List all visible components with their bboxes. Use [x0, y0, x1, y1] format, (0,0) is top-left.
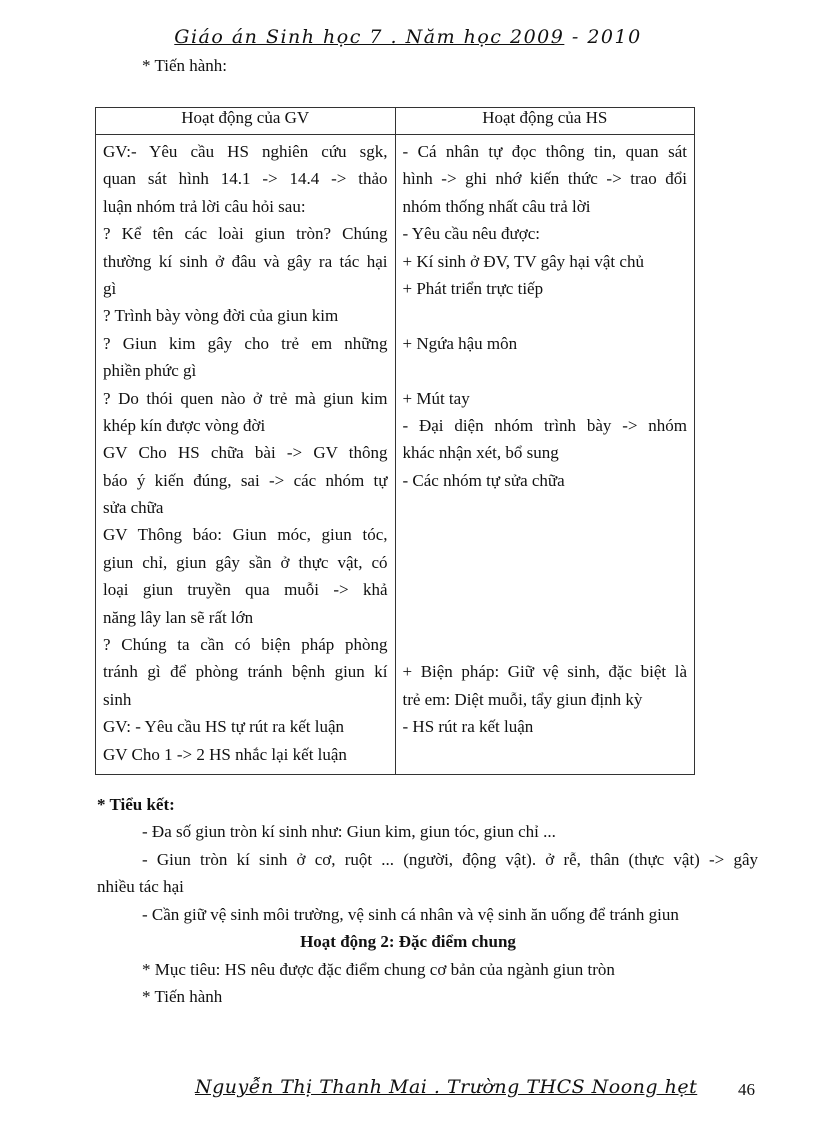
teacher-activity-line: GV:- Yêu cầu HS nghiên cứu sgk, — [103, 142, 388, 161]
teacher-activity-line: ? Do thói quen nào ở trẻ mà giun kim — [103, 388, 388, 408]
table-header-row — [96, 108, 695, 135]
teacher-activity-line: GV: - Yêu cầu HS tự rút ra kết luận — [103, 717, 345, 737]
activity-2-title: Hoạt động 2: Đặc điểm chung — [300, 932, 516, 951]
teacher-activity-cell — [96, 135, 396, 775]
summary-item-1: - Đa số giun tròn kí sinh như: Giun kim, giun tóc, giun chỉ ... — [142, 822, 556, 841]
teacher-activity-line: thường kí sinh ở đâu và gây ra tác hại — [103, 251, 388, 271]
student-activity-line: + Biện pháp: Giữ vệ sinh, đặc biệt là — [402, 662, 687, 682]
student-activity-line: hình -> ghi nhớ kiến thức -> trao đổi — [402, 169, 687, 189]
student-activity-line — [403, 494, 688, 521]
student-activity-line: - Các nhóm tự sửa chữa — [402, 470, 565, 490]
student-activity-line — [403, 357, 688, 384]
teacher-activity-line: phiền phức gì — [103, 361, 197, 381]
student-activity-line: - HS rút ra kết luận — [402, 717, 534, 737]
header-teacher-activity: Hoạt động của GV — [96, 108, 396, 135]
student-activity-line: trẻ em: Diệt muỗi, tẩy giun định kỳ — [402, 689, 643, 709]
table-row — [96, 135, 695, 775]
teacher-activity-line: gì — [103, 278, 117, 298]
activity-table — [95, 107, 695, 775]
student-activity-line — [403, 741, 688, 768]
teacher-activity-line: tránh gì để phòng tránh bệnh giun kí — [103, 662, 388, 682]
student-activity-line: - Yêu cầu nêu được: — [402, 224, 540, 244]
student-activity-line: + Kí sinh ở ĐV, TV gây hại vật chủ — [402, 251, 644, 271]
summary-item-3: - Cần giữ vệ sinh môi trường, vệ sinh cá nhân và vệ sinh ăn uống để tránh giun — [142, 905, 679, 924]
header-title: Giáo án Sinh học 7 . Năm học 2009 — [174, 26, 565, 48]
teacher-activity-line: sửa chữa — [103, 498, 164, 518]
teacher-activity-line: loại giun truyền qua muỗi -> khả — [103, 580, 388, 600]
teacher-activity-line: luận nhóm trả lời câu hỏi sau: — [103, 196, 306, 216]
teacher-activity-line: ? Trình bày vòng đời của giun kim — [103, 306, 339, 326]
teacher-activity-line: giun chỉ, giun gây sần ở thực vật, có — [103, 552, 388, 572]
teacher-activity-line: năng lây lan sẽ rất lớn — [103, 607, 254, 627]
student-activity-line: - Cá nhân tự đọc thông tin, quan sát — [402, 142, 687, 161]
page-header — [0, 26, 816, 48]
teacher-activity-line: sinh — [103, 689, 132, 709]
student-activity-cell — [395, 135, 695, 775]
student-activity-line: + Mút tay — [402, 388, 470, 408]
teacher-activity-line: GV Cho 1 -> 2 HS nhắc lại kết luận — [103, 744, 347, 764]
student-activity-line: khác nhận xét, bổ sung — [402, 443, 559, 463]
teacher-activity-line: báo ý kiến đúng, sai -> các nhóm tự — [103, 470, 388, 490]
activity-2-objective: * Mục tiêu: HS nêu được đặc điểm chung cơ bản của ngành giun tròn — [142, 960, 615, 979]
student-activity-line: + Phát triển trực tiếp — [402, 278, 544, 298]
page-number: 46 — [738, 1080, 755, 1099]
student-activity-line: - Đại diện nhóm trình bày -> nhóm — [402, 415, 687, 435]
student-activity-line: nhóm thống nhất câu trả lời — [402, 196, 591, 216]
teacher-activity-line: quan sát hình 14.1 -> 14.4 -> thảo — [103, 169, 388, 189]
page-footer — [195, 1076, 697, 1098]
intro-label: * Tiến hành: — [142, 56, 228, 75]
footer-author: Nguyễn Thị Thanh Mai . Trường THCS Noong hẹt — [195, 1076, 698, 1098]
header-year-end: - 2010 — [564, 26, 642, 48]
teacher-activity-line: khép kín được vòng đời — [103, 415, 266, 435]
student-activity-line — [403, 521, 688, 548]
student-activity-line: + Ngứa hậu môn — [402, 333, 518, 353]
teacher-activity-line: ? Giun kim gây cho trẻ em những — [103, 333, 388, 353]
header-student-activity: Hoạt động của HS — [395, 108, 695, 135]
teacher-activity-line: ? Chúng ta cần có biện pháp phòng — [103, 635, 388, 655]
teacher-activity-line: GV Thông báo: Giun móc, giun tóc, — [103, 525, 388, 545]
teacher-activity-line: ? Kể tên các loài giun tròn? Chúng — [103, 224, 388, 244]
summary-item-2-cont: nhiều tác hại — [97, 877, 184, 896]
student-activity-line — [403, 631, 688, 658]
student-activity-line — [403, 549, 688, 576]
activity-2-procedure: * Tiến hành — [142, 987, 223, 1006]
student-activity-line — [403, 576, 688, 603]
summary-title: * Tiểu kết: — [97, 795, 175, 814]
summary-item-2: - Giun tròn kí sinh ở cơ, ruột ... (người, động vật). ở rễ, thân (thực vật) -> gây — [142, 850, 758, 869]
student-activity-line — [403, 604, 688, 631]
student-activity-line — [403, 302, 688, 329]
teacher-activity-line: GV Cho HS chữa bài -> GV thông — [103, 443, 388, 463]
